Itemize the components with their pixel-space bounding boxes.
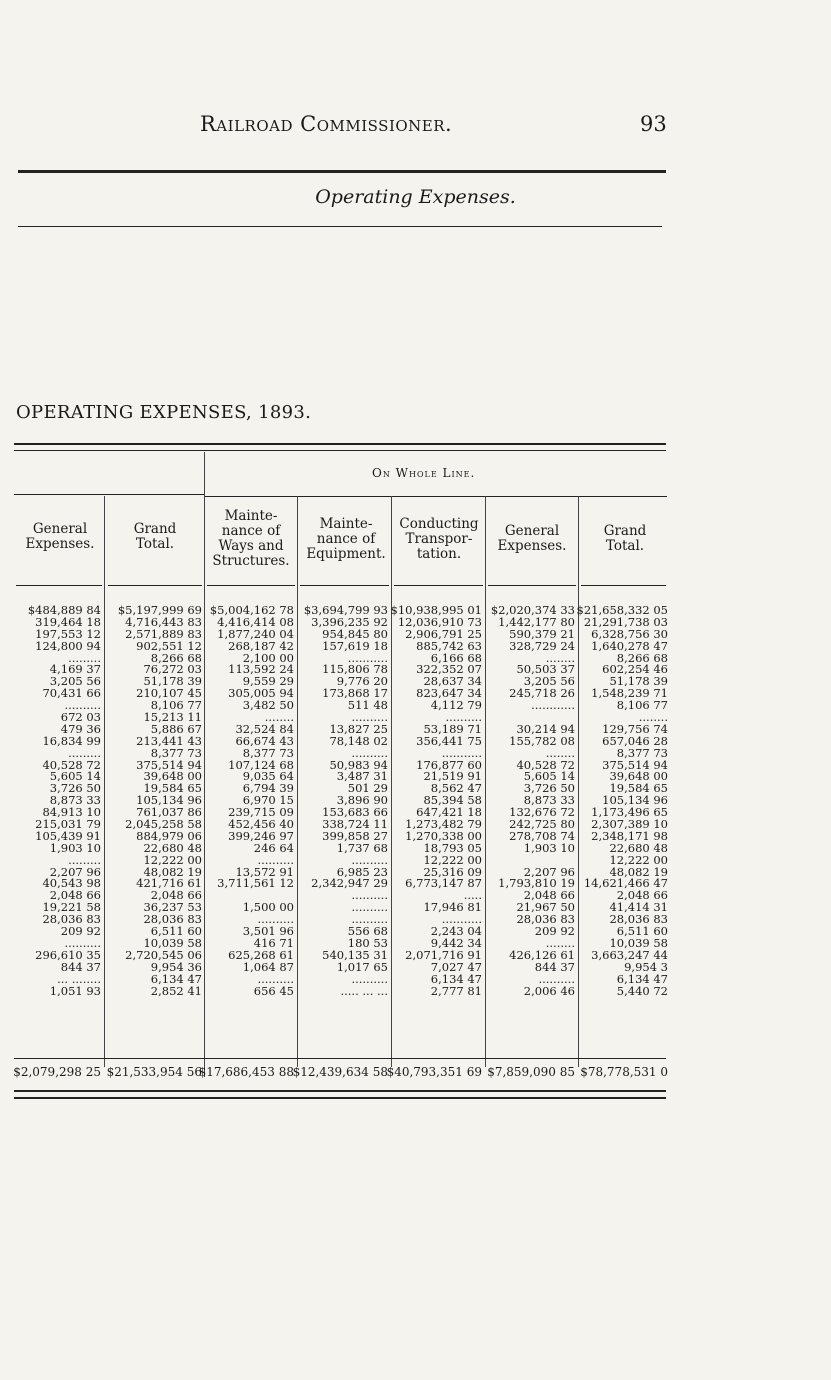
table-cell: 5,605 14 [523, 769, 575, 784]
table-cell: $3,694,799 93 [303, 603, 388, 617]
table-cell: .......... [64, 935, 101, 950]
table-row [0, 711, 831, 723]
table-cell: .......... [351, 888, 388, 903]
table-row [0, 735, 831, 747]
table-cell: 84,913 10 [42, 805, 101, 820]
table-cell: 6,134 47 [150, 971, 202, 986]
right-subhead-rule [205, 496, 667, 497]
table-cell: 132,676 72 [509, 805, 575, 820]
table-row [0, 830, 831, 842]
table-top-rule-2 [14, 450, 666, 451]
table-cell: ........ [545, 935, 575, 950]
table-cell: 6,794 39 [242, 781, 294, 796]
table-cell: 2,048 66 [616, 888, 668, 903]
table-cell: 296,610 35 [35, 947, 101, 962]
header-bottom-rule-4 [300, 585, 389, 586]
table-cell: 9,954 3 [624, 959, 668, 974]
total-cell: $17,686,453 88 [198, 1065, 294, 1079]
table-cell: 884,979 06 [136, 828, 202, 843]
table-cell: 17,946 81 [423, 900, 482, 915]
table-cell: 245,718 26 [509, 686, 575, 701]
table-cell: ........... [441, 912, 482, 927]
header-bottom-rule-7 [581, 585, 666, 586]
table-cell: 242,725 80 [509, 817, 575, 832]
table-cell: 4,416,414 08 [217, 614, 294, 629]
col-head-grand-total: Grand Total. [133, 521, 177, 552]
table-cell: 2,243 04 [430, 924, 482, 939]
table-cell: 124,800 94 [35, 638, 101, 653]
table-cell: ........ [545, 745, 575, 760]
table-cell: 12,222 00 [609, 852, 668, 867]
running-head [0, 112, 831, 142]
table-row [0, 699, 831, 711]
table-cell: 375,514 94 [136, 757, 202, 772]
table-cell: 5,440 72 [616, 983, 668, 998]
table-cell: 657,046 28 [602, 733, 668, 748]
table-cell: 51,178 39 [609, 674, 668, 689]
table-cell: 50,503 37 [516, 662, 575, 677]
table-cell: 209 92 [534, 924, 575, 939]
table-cell: ... ........ [57, 971, 101, 986]
table-cell: ........ [545, 650, 575, 665]
table-cell: 540,135 31 [322, 947, 388, 962]
table-row [0, 759, 831, 771]
table-cell: 319,464 18 [35, 614, 101, 629]
table-cell: 5,886 67 [150, 721, 202, 736]
table-cell: 1,877,240 04 [217, 626, 294, 641]
table-cell: 416 71 [253, 935, 294, 950]
table-cell: 18,793 05 [423, 840, 482, 855]
table-cell: 647,421 18 [416, 805, 482, 820]
totals-top-rule [14, 1058, 666, 1059]
table-cell: 85,394 58 [423, 793, 482, 808]
table-cell: 8,377 73 [616, 745, 668, 760]
table-cell: 844 37 [534, 959, 575, 974]
table-cell: 1,548,239 71 [591, 686, 668, 701]
table-row [0, 747, 831, 759]
total-cell: $2,079,298 25 [13, 1065, 101, 1079]
table-row [0, 973, 831, 985]
table-cell: 115,806 78 [322, 662, 388, 677]
table-cell: 13,572 91 [235, 864, 294, 879]
table-cell: 3,711,561 12 [217, 876, 294, 891]
table-cell: 8,106 77 [616, 698, 668, 713]
table-cell: 1,903 10 [49, 840, 101, 855]
table-cell: $5,197,999 69 [117, 603, 202, 617]
table-cell: .......... [538, 971, 575, 986]
table-cell: 399,246 97 [228, 828, 294, 843]
table-cell: 1,793,810 19 [498, 876, 575, 891]
table-cell: 3,396,235 92 [311, 614, 388, 629]
table-cell: 761,037 86 [136, 805, 202, 820]
table-cell: 2,071,716 91 [405, 947, 482, 962]
total-cell: $7,859,090 85 [487, 1065, 575, 1079]
table-cell: 153,683 66 [322, 805, 388, 820]
page-number: 93 [640, 112, 667, 136]
table-cell: 1,270,338 00 [405, 828, 482, 843]
table-cell: 2,048 66 [523, 888, 575, 903]
header-bottom-rule-3 [207, 585, 295, 586]
table-cell: 625,268 61 [228, 947, 294, 962]
table-cell: 322,352 07 [416, 662, 482, 677]
table-cell: $10,938,995 01 [390, 603, 482, 617]
top-rule-thick [18, 170, 666, 173]
table-cell: 10,039 58 [143, 935, 202, 950]
table-cell: 129,756 74 [602, 721, 668, 736]
col-head-general-expenses: General Expenses. [25, 521, 95, 552]
table-cell: 197,553 12 [35, 626, 101, 641]
table-cell: 40,528 72 [42, 757, 101, 772]
table-cell: 105,439 91 [35, 828, 101, 843]
header-bottom-rule-2 [108, 585, 202, 586]
table-cell: 3,663,247 44 [591, 947, 668, 962]
table-cell: 1,442,177 80 [498, 614, 575, 629]
table-cell: 28,036 83 [609, 912, 668, 927]
table-cell: 3,487 31 [336, 769, 388, 784]
table-row [0, 901, 831, 913]
total-cell: $21,533,954 56 [106, 1065, 202, 1079]
totals-row [0, 1066, 831, 1080]
table-cell: 7,027 47 [430, 959, 482, 974]
table-cell: 2,348,171 98 [591, 828, 668, 843]
table-cell: 672 03 [60, 710, 101, 725]
table-cell: ......... [68, 745, 101, 760]
table-cell: 10,039 58 [609, 935, 668, 950]
table-cell: 338,724 11 [322, 817, 388, 832]
table-cell: 176,877 60 [416, 757, 482, 772]
table-cell: 1,064 87 [242, 959, 294, 974]
table-cell: $2,020,374 33 [490, 603, 575, 617]
table-cell: 399,858 27 [322, 828, 388, 843]
table-cell: 8,873 33 [49, 793, 101, 808]
table-cell: 452,456 40 [228, 817, 294, 832]
table-cell: .......... [445, 710, 482, 725]
table-cell: 1,173,496 65 [591, 805, 668, 820]
table-row [0, 616, 831, 628]
table-cell: 6,166 68 [430, 650, 482, 665]
table-cell: .......... [351, 971, 388, 986]
table-cell: .......... [64, 698, 101, 713]
table-cell: 66,674 43 [235, 733, 294, 748]
left-subhead-rule [14, 494, 204, 495]
total-cell: $78,778,531 0 [580, 1065, 668, 1079]
table-cell: 3,501 96 [242, 924, 294, 939]
table-cell: 1,500 00 [242, 900, 294, 915]
table-cell: .......... [351, 852, 388, 867]
table-cell: 210,107 45 [136, 686, 202, 701]
col-head-grand-total-whole: Grand Total. [603, 523, 647, 554]
table-cell: 2,906,791 25 [405, 626, 482, 641]
table-cell: 2,571,889 83 [125, 626, 202, 641]
table-cell: 3,726 50 [49, 781, 101, 796]
table-cell: 48,082 19 [143, 864, 202, 879]
table-cell: 107,124 68 [228, 757, 294, 772]
table-cell: 113,592 24 [228, 662, 294, 677]
table-cell: 21,291,738 03 [583, 614, 668, 629]
table-cell: 602,254 46 [602, 662, 668, 677]
table-cell: ........... [347, 650, 388, 665]
table-cell: 590,379 21 [509, 626, 575, 641]
table-cell: 2,720,545 06 [125, 947, 202, 962]
table-cell: 268,187 42 [228, 638, 294, 653]
table-cell: 6,134 47 [616, 971, 668, 986]
table-cell: 22,680 48 [609, 840, 668, 855]
table-cell: 39,648 00 [609, 769, 668, 784]
table-cell: 375,514 94 [602, 757, 668, 772]
table-cell: 1,640,278 47 [591, 638, 668, 653]
table-cell: $484,889 84 [27, 603, 101, 617]
table-cell: 39,648 00 [143, 769, 202, 784]
table-cell: 40,543 98 [42, 876, 101, 891]
table-cell: 8,377 73 [150, 745, 202, 760]
table-bottom-rule-1 [14, 1090, 666, 1092]
section-rule [18, 226, 662, 227]
table-cell: 213,441 43 [136, 733, 202, 748]
col-head-conducting-transportation: Conducting Transpor- tation. [399, 516, 479, 562]
table-cell: 328,729 24 [509, 638, 575, 653]
table-cell: ..... [463, 888, 482, 903]
table-cell: 15,213 11 [143, 710, 202, 725]
table-cell: 8,106 77 [150, 698, 202, 713]
header-bottom-rule-6 [488, 585, 576, 586]
table-cell: 823,647 34 [416, 686, 482, 701]
table-cell: 14,621,466 47 [583, 876, 668, 891]
table-cell: 12,222 00 [143, 852, 202, 867]
table-cell: 28,036 83 [42, 912, 101, 927]
table-cell: 501 29 [347, 781, 388, 796]
header-bottom-rule-1 [16, 585, 102, 586]
table-cell: 656 45 [253, 983, 294, 998]
table-cell: 6,985 23 [336, 864, 388, 879]
table-cell: 209 92 [60, 924, 101, 939]
table-cell: 48,082 19 [609, 864, 668, 879]
table-cell: 9,442 34 [430, 935, 482, 950]
table-cell: 155,782 08 [509, 733, 575, 748]
table-cell: 246 64 [253, 840, 294, 855]
table-cell: 13,827 25 [329, 721, 388, 736]
table-top-rule-1 [14, 443, 666, 445]
table-cell: 2,777 81 [430, 983, 482, 998]
table-cell: ............ [531, 698, 575, 713]
table-cell: 3,482 50 [242, 698, 294, 713]
table-cell: .......... [257, 912, 294, 927]
table-cell: .......... [257, 971, 294, 986]
table-row [0, 723, 831, 735]
table-bottom-rule-2 [14, 1097, 666, 1099]
table-row [0, 925, 831, 937]
table-cell: 28,036 83 [143, 912, 202, 927]
table-cell: 36,237 53 [143, 900, 202, 915]
table-title: OPERATING EXPENSES, 1893. [16, 402, 312, 423]
table-cell: 19,584 65 [609, 781, 668, 796]
table-cell: 28,036 83 [516, 912, 575, 927]
table-cell: $5,004,162 78 [209, 603, 294, 617]
table-cell: 2,852 41 [150, 983, 202, 998]
col-head-maintenance-equipment: Mainte- nance of Equipment. [306, 516, 386, 562]
table-cell: 51,178 39 [143, 674, 202, 689]
table-cell: 8,266 68 [150, 650, 202, 665]
table-cell: 239,715 09 [228, 805, 294, 820]
table-cell: 2,045,258 58 [125, 817, 202, 832]
table-cell: 305,005 94 [228, 686, 294, 701]
table-row [0, 640, 831, 652]
running-title: Railroad Commissioner. [200, 112, 453, 136]
table-cell: 12,222 00 [423, 852, 482, 867]
table-cell: 105,134 96 [602, 793, 668, 808]
table-cell: 21,967 50 [516, 900, 575, 915]
table-cell: 1,903 10 [523, 840, 575, 855]
table-cell: 3,726 50 [523, 781, 575, 796]
table-cell: .......... [257, 852, 294, 867]
table-row [0, 913, 831, 925]
table-cell: 844 37 [60, 959, 101, 974]
table-cell: .......... [351, 912, 388, 927]
table-cell: 70,431 66 [42, 686, 101, 701]
table-row [0, 663, 831, 675]
table-cell: 2,342,947 29 [311, 876, 388, 891]
table-cell: 1,737 68 [336, 840, 388, 855]
table-row [0, 842, 831, 854]
table-cell: 19,584 65 [143, 781, 202, 796]
table-cell: ..... ... ... [340, 983, 388, 998]
table-cell: 556 68 [347, 924, 388, 939]
col-head-general-expenses-whole: General Expenses. [497, 523, 567, 554]
table-cell: 2,006 46 [523, 983, 575, 998]
table-row [0, 877, 831, 889]
table-cell: 3,896 90 [336, 793, 388, 808]
table-cell: 2,307,389 10 [591, 817, 668, 832]
table-cell: 16,834 99 [42, 733, 101, 748]
table-row [0, 889, 831, 901]
table-cell: 6,970 15 [242, 793, 294, 808]
table-cell: 1,051 93 [49, 983, 101, 998]
table-cell: 902,551 12 [136, 638, 202, 653]
table-row [0, 854, 831, 866]
table-cell: .......... [351, 710, 388, 725]
table-cell: 50,983 94 [329, 757, 388, 772]
table-cell: 9,559 29 [242, 674, 294, 689]
table-cell: ........ [638, 710, 668, 725]
section-title: Operating Expenses. [315, 186, 516, 208]
table-cell: ........ [264, 710, 294, 725]
col-head-maintenance-ways: Mainte- nance of Ways and Structures. [212, 508, 290, 569]
table-cell: 6,511 60 [616, 924, 668, 939]
table-cell: 25,316 09 [423, 864, 482, 879]
table-cell: 32,524 84 [235, 721, 294, 736]
table-row [0, 985, 831, 997]
table-cell: 8,873 33 [523, 793, 575, 808]
table-cell: ........... [441, 745, 482, 760]
table-cell: 8,266 68 [616, 650, 668, 665]
table-cell: 8,562 47 [430, 781, 482, 796]
table-cell: 9,954 36 [150, 959, 202, 974]
table-cell: .......... [351, 745, 388, 760]
table-cell: 426,126 61 [509, 947, 575, 962]
table-cell: 19,221 58 [42, 900, 101, 915]
table-cell: 278,708 74 [509, 828, 575, 843]
table-cell: 41,414 31 [609, 900, 668, 915]
table-cell: 6,328,756 30 [591, 626, 668, 641]
table-cell: 76,272 03 [143, 662, 202, 677]
table-cell: 356,441 75 [416, 733, 482, 748]
table-row [0, 782, 831, 794]
table-cell: 9,776 20 [336, 674, 388, 689]
table-cell: ......... [68, 650, 101, 665]
table-cell: 2,207 96 [523, 864, 575, 879]
table-row [0, 687, 831, 699]
table-cell: 6,511 60 [150, 924, 202, 939]
table-cell: 105,134 96 [136, 793, 202, 808]
table-cell: 1,017 65 [336, 959, 388, 974]
table-cell: 53,189 71 [423, 721, 482, 736]
table-cell: 4,169 37 [49, 662, 101, 677]
table-cell: 5,605 14 [49, 769, 101, 784]
table-cell: 1,273,482 79 [405, 817, 482, 832]
table-cell: 2,048 66 [150, 888, 202, 903]
table-cell: 3,205 56 [523, 674, 575, 689]
table-cell: 3,205 56 [49, 674, 101, 689]
table-cell: 22,680 48 [143, 840, 202, 855]
total-cell: $12,439,634 58 [292, 1065, 388, 1079]
table-cell: 885,742 63 [416, 638, 482, 653]
total-cell: $40,793,351 69 [386, 1065, 482, 1079]
table-cell: 6,134 47 [430, 971, 482, 986]
table-cell: 421,716 61 [136, 876, 202, 891]
table-row [0, 628, 831, 640]
table-cell: ......... [68, 852, 101, 867]
table-cell: 4,716,443 83 [125, 614, 202, 629]
table-cell: .......... [351, 900, 388, 915]
table-cell: 173,868 17 [322, 686, 388, 701]
header-bottom-rule-5 [394, 585, 483, 586]
table-cell: 954,845 80 [322, 626, 388, 641]
table-cell: 6,773,147 87 [405, 876, 482, 891]
table-cell: 4,112 79 [430, 698, 482, 713]
table-cell: 215,031 79 [35, 817, 101, 832]
table-cell: 2,048 66 [49, 888, 101, 903]
table-cell: 2,100 00 [242, 650, 294, 665]
table-cell: 21,519 91 [423, 769, 482, 784]
table-row [0, 770, 831, 782]
table-cell: 180 53 [347, 935, 388, 950]
table-cell: 78,148 02 [329, 733, 388, 748]
table-cell: 30,214 94 [516, 721, 575, 736]
table-cell: 8,377 73 [242, 745, 294, 760]
table-row [0, 949, 831, 961]
table-cell: $21,658,332 05 [576, 603, 668, 617]
table-cell: 2,207 96 [49, 864, 101, 879]
table-cell: 28,637 34 [423, 674, 482, 689]
group-heading: On Whole Line. [372, 466, 476, 480]
table-row [0, 961, 831, 973]
table-cell: 40,528 72 [516, 757, 575, 772]
table-cell: 12,036,910 73 [397, 614, 482, 629]
table-cell: 157,619 18 [322, 638, 388, 653]
table-cell: 9,035 64 [242, 769, 294, 784]
table-body [0, 604, 831, 996]
table-cell: 479 36 [60, 721, 101, 736]
table-cell: 511 48 [347, 698, 388, 713]
